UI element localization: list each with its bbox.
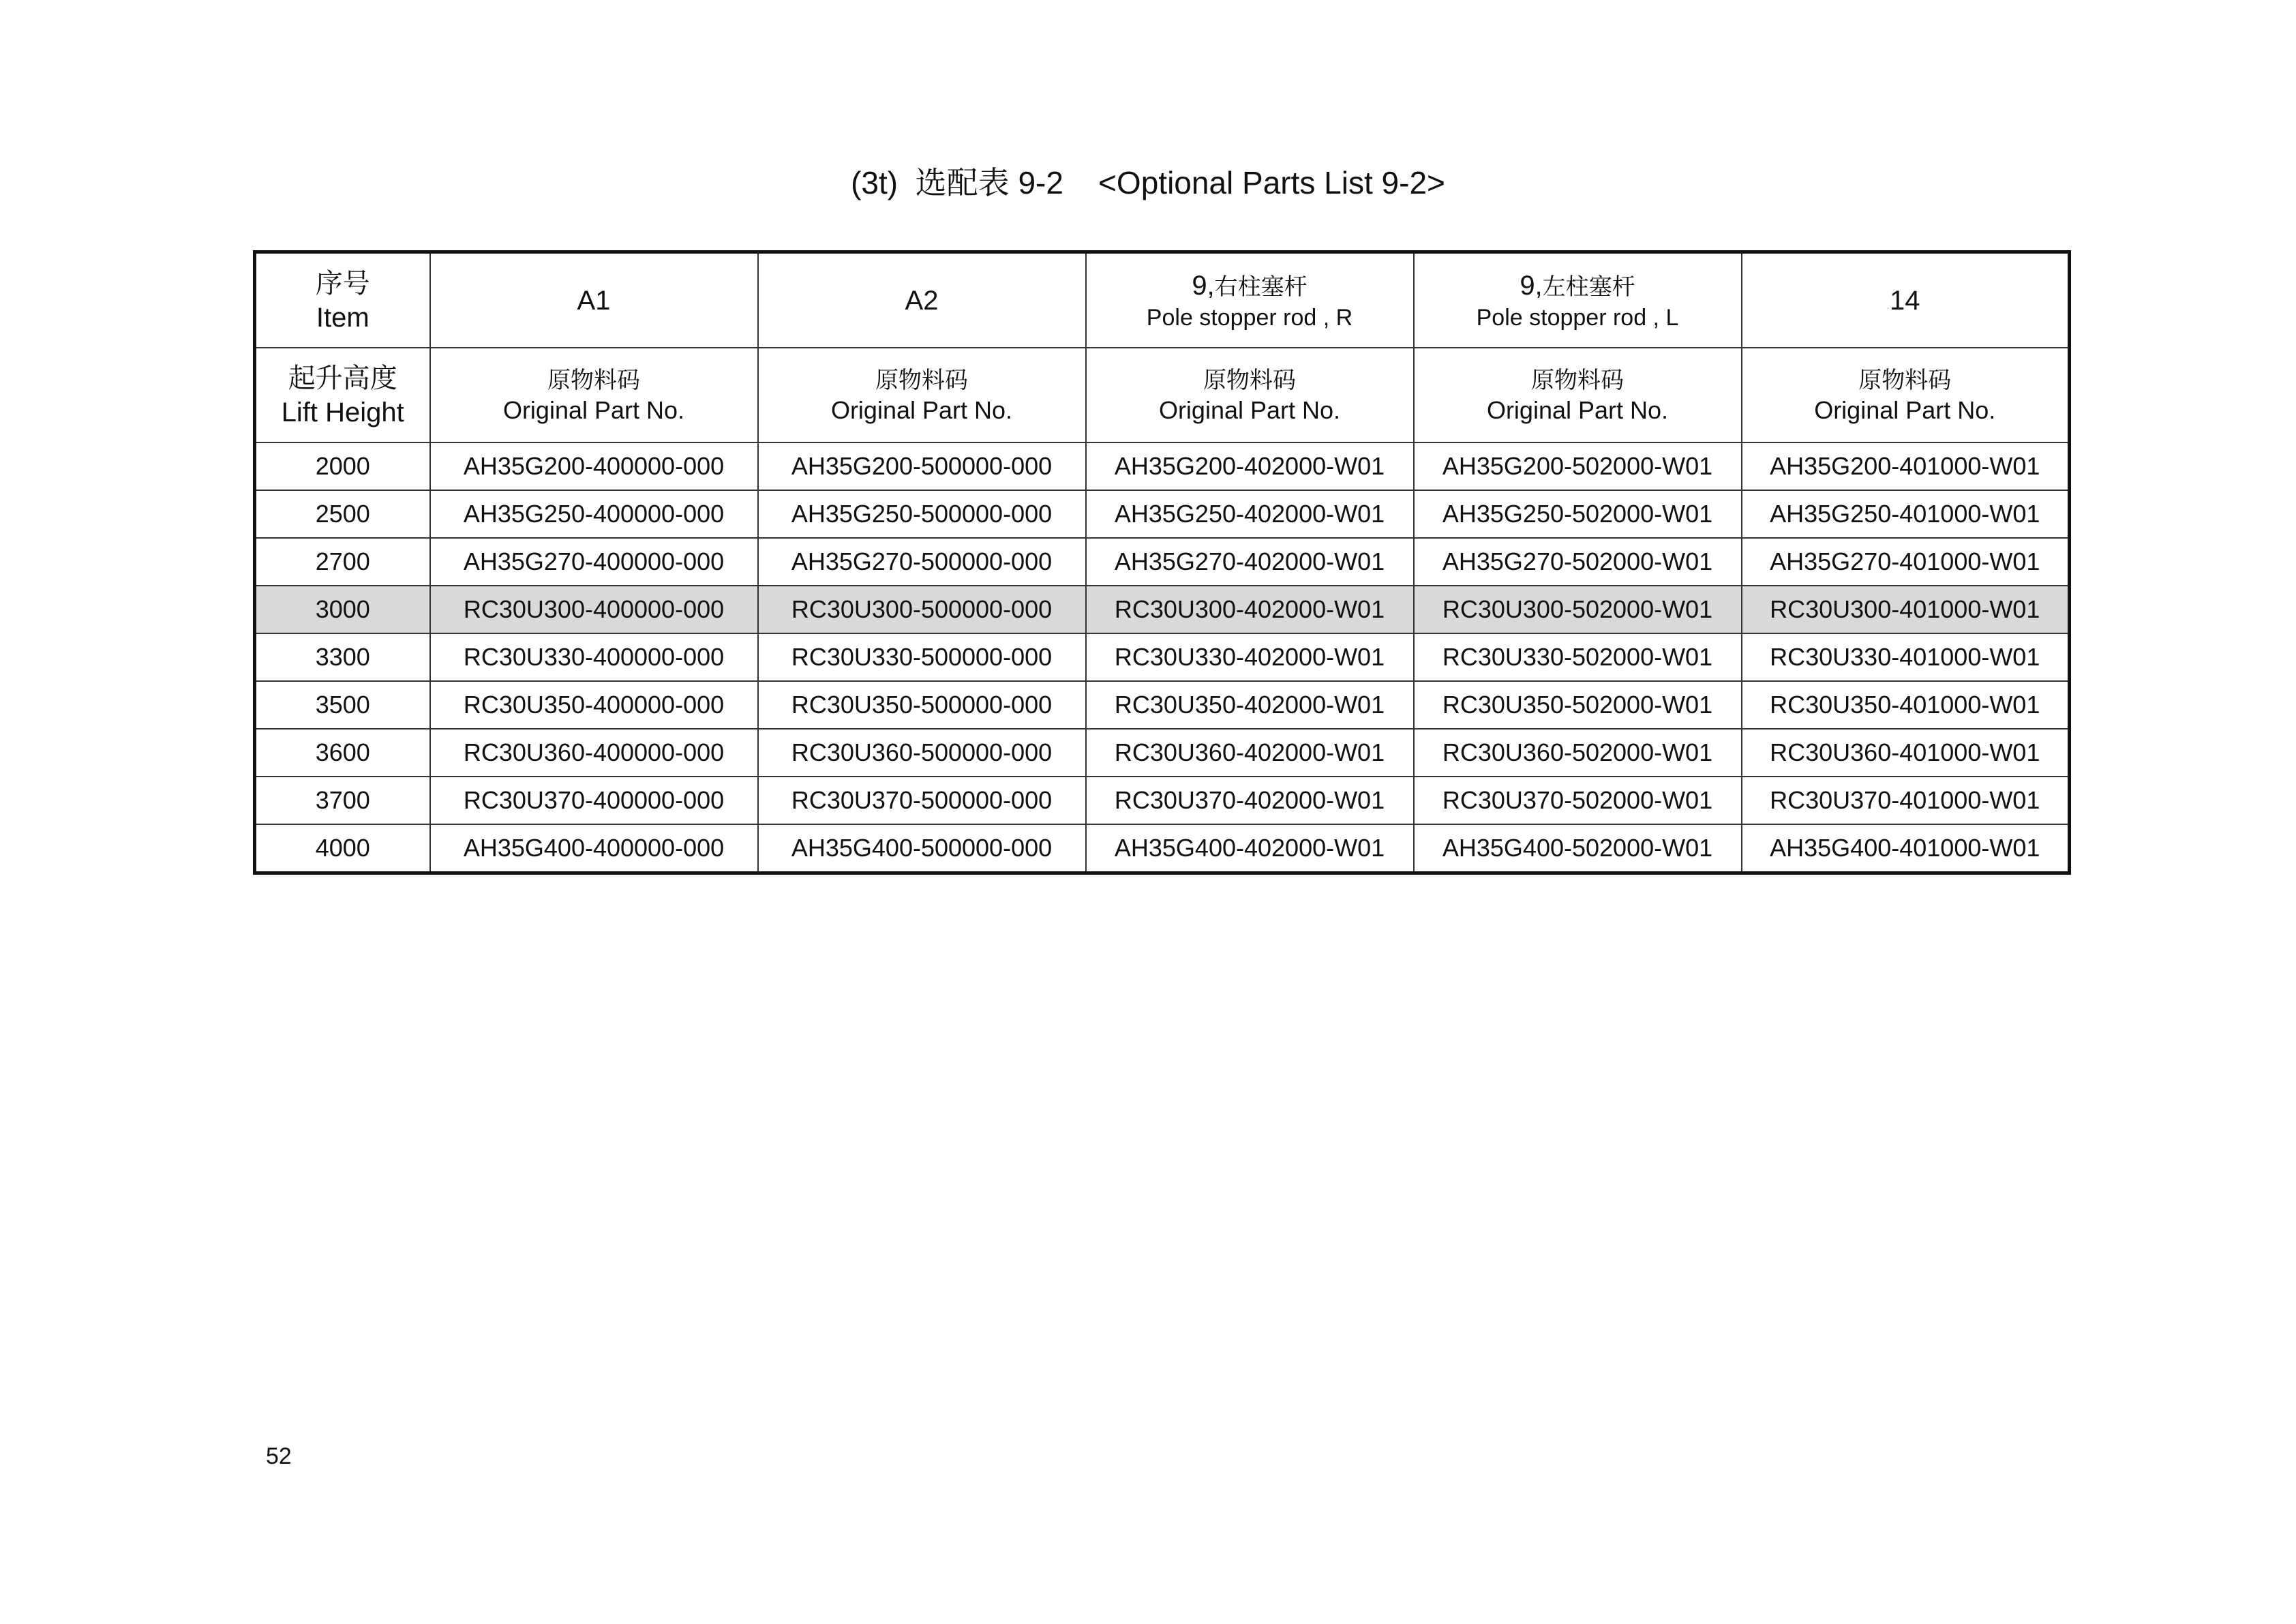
part-no-label-cn: 原物料码 [1531, 366, 1624, 394]
lift-height-cell: 3000 [255, 586, 430, 633]
column-header-pole-stopper-rod-l [1414, 252, 1742, 348]
part-number-cell: RC30U360-502000-W01 [1414, 729, 1742, 777]
part-no-header-cell [1742, 348, 2070, 442]
column-header-pole-stopper-rod-r [1086, 252, 1414, 348]
part-number-cell: RC30U370-500000-000 [758, 777, 1086, 824]
table-row [255, 442, 2070, 490]
part-number-cell: RC30U350-400000-000 [430, 681, 758, 729]
part-number-cell: AH35G200-500000-000 [758, 442, 1086, 490]
item-label-cn: 序号 [315, 267, 370, 299]
part-no-label-en: Original Part No. [1158, 395, 1341, 424]
part-number-cell: RC30U350-401000-W01 [1742, 681, 2070, 729]
column-name-en: Pole stopper rod , R [1146, 304, 1353, 331]
column-header-14 [1742, 252, 2070, 348]
part-no-header-cell [758, 348, 1086, 442]
lift-height-cell: 2500 [255, 490, 430, 538]
part-no-label-en: Original Part No. [1486, 395, 1669, 424]
part-number-cell: RC30U370-400000-000 [430, 777, 758, 824]
column-number: 14 [1890, 285, 1920, 316]
table-row [255, 490, 2070, 538]
optional-parts-table [253, 250, 2071, 875]
part-number-cell: RC30U300-400000-000 [430, 586, 758, 633]
part-number-cell: AH35G250-401000-W01 [1742, 490, 2070, 538]
column-number: A1 [577, 285, 611, 316]
lift-height-cell: 4000 [255, 824, 430, 873]
part-number-cell: AH35G250-400000-000 [430, 490, 758, 538]
table-row [255, 777, 2070, 824]
part-number-cell: AH35G200-400000-000 [430, 442, 758, 490]
part-no-header-cell [430, 348, 758, 442]
part-number-cell: RC30U300-402000-W01 [1086, 586, 1414, 633]
part-number-cell: RC30U360-401000-W01 [1742, 729, 2070, 777]
part-number-cell: AH35G270-402000-W01 [1086, 538, 1414, 586]
part-number-cell: RC30U330-400000-000 [430, 633, 758, 681]
page-title: (3t) 选配表 9-2 <Optional Parts List 9-2> [851, 165, 1445, 200]
lift-height-label-en: Lift Height [281, 397, 404, 427]
part-no-label-cn: 原物料码 [547, 366, 640, 394]
item-label-en: Item [316, 302, 369, 333]
column-name-cn: 右柱塞杆 [1214, 273, 1308, 301]
table-row [255, 681, 2070, 729]
part-no-label-cn: 原物料码 [1203, 366, 1296, 394]
part-number-cell: RC30U330-402000-W01 [1086, 633, 1414, 681]
part-number-cell: RC30U330-502000-W01 [1414, 633, 1742, 681]
part-number-cell: RC30U360-400000-000 [430, 729, 758, 777]
table-row [255, 586, 2070, 633]
part-number-cell: AH35G250-402000-W01 [1086, 490, 1414, 538]
part-number-cell: RC30U300-502000-W01 [1414, 586, 1742, 633]
part-no-label-en: Original Part No. [1814, 395, 1996, 424]
part-number-cell: AH35G250-500000-000 [758, 490, 1086, 538]
table-row [255, 538, 2070, 586]
part-number-cell: RC30U300-500000-000 [758, 586, 1086, 633]
part-number-cell: RC30U300-401000-W01 [1742, 586, 2070, 633]
column-name-en: Pole stopper rod , L [1476, 304, 1679, 331]
lift-height-cell: 3300 [255, 633, 430, 681]
column-number: 9, [1520, 270, 1543, 301]
page-number: 52 [266, 1443, 292, 1469]
lift-height-cell: 3500 [255, 681, 430, 729]
column-header-a1 [430, 252, 758, 348]
part-number-cell: AH35G270-401000-W01 [1742, 538, 2070, 586]
part-number-cell: RC30U370-502000-W01 [1414, 777, 1742, 824]
part-number-cell: AH35G270-502000-W01 [1414, 538, 1742, 586]
part-number-cell: AH35G200-401000-W01 [1742, 442, 2070, 490]
part-no-header-cell [1414, 348, 1742, 442]
part-number-cell: AH35G400-401000-W01 [1742, 824, 2070, 873]
part-number-cell: AH35G270-400000-000 [430, 538, 758, 586]
lift-height-cell: 2000 [255, 442, 430, 490]
column-number: A2 [905, 285, 939, 316]
part-number-cell: AH35G200-402000-W01 [1086, 442, 1414, 490]
part-number-cell: RC30U370-401000-W01 [1742, 777, 2070, 824]
column-header-a2 [758, 252, 1086, 348]
table-row [255, 633, 2070, 681]
part-no-header-cell [1086, 348, 1414, 442]
part-number-cell: AH35G400-400000-000 [430, 824, 758, 873]
part-number-cell: RC30U370-402000-W01 [1086, 777, 1414, 824]
part-no-label-cn: 原物料码 [1858, 366, 1952, 394]
part-number-cell: RC30U330-500000-000 [758, 633, 1086, 681]
lift-height-label-cn: 起升高度 [288, 362, 397, 394]
part-number-cell: AH35G400-500000-000 [758, 824, 1086, 873]
column-number: 9, [1192, 270, 1215, 301]
part-number-cell: RC30U360-500000-000 [758, 729, 1086, 777]
item-header-cell [255, 252, 430, 348]
lift-height-header-cell [255, 348, 430, 442]
column-name-cn: 左柱塞杆 [1542, 273, 1635, 301]
part-number-cell: RC30U350-500000-000 [758, 681, 1086, 729]
part-number-cell: AH35G270-500000-000 [758, 538, 1086, 586]
table-row [255, 729, 2070, 777]
lift-height-cell: 3600 [255, 729, 430, 777]
part-number-cell: AH35G400-502000-W01 [1414, 824, 1742, 873]
part-number-cell: AH35G400-402000-W01 [1086, 824, 1414, 873]
lift-height-cell: 3700 [255, 777, 430, 824]
part-no-label-cn: 原物料码 [875, 366, 968, 394]
part-number-cell: RC30U360-402000-W01 [1086, 729, 1414, 777]
subheader-row [255, 348, 2070, 442]
part-number-cell: RC30U350-502000-W01 [1414, 681, 1742, 729]
part-number-cell: AH35G250-502000-W01 [1414, 490, 1742, 538]
part-number-cell: RC30U330-401000-W01 [1742, 633, 2070, 681]
part-number-cell: AH35G200-502000-W01 [1414, 442, 1742, 490]
part-no-label-en: Original Part No. [830, 395, 1013, 424]
part-no-label-en: Original Part No. [502, 395, 685, 424]
part-number-cell: RC30U350-402000-W01 [1086, 681, 1414, 729]
lift-height-cell: 2700 [255, 538, 430, 586]
table-row [255, 824, 2070, 873]
header-row [255, 252, 2070, 348]
